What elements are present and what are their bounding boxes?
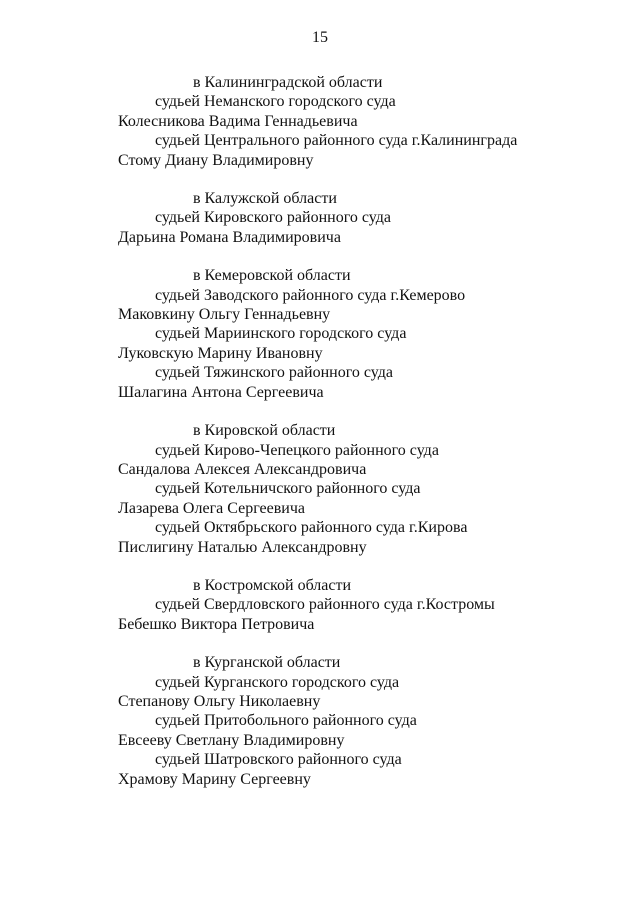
region-title: в Калининградской области — [193, 74, 383, 91]
court-name: судьей Кировского районного суда — [155, 209, 391, 227]
person-name: Евсееву Светлану Владимировну — [118, 731, 345, 749]
person-name: Храмову Марину Сергеевну — [118, 770, 311, 788]
court-name: судьей Тяжинского районного суда — [155, 364, 393, 382]
person-name: Стому Диану Владимировну — [118, 151, 314, 169]
court-name: судьей Неманского городского суда — [155, 93, 396, 111]
court-name: судьей Свердловского районного суда г.Костромы — [155, 596, 495, 614]
person-name: Дарьина Романа Владимировича — [118, 228, 341, 246]
person-name: Шалагина Антона Сергеевича — [118, 383, 324, 401]
court-name: судьей Заводского районного суда г.Кемерово — [155, 286, 466, 304]
region-kurgan — [118, 653, 618, 789]
region-title: в Курганской области — [193, 654, 341, 672]
person-name: Пислигину Наталью Александровну — [118, 538, 367, 556]
court-name: судьей Котельничского районного суда — [155, 480, 421, 498]
court-name: судьей Курганского городского суда — [155, 673, 400, 691]
person-name: Бебешко Виктора Петровича — [118, 615, 315, 633]
region-kaliningrad — [118, 73, 618, 170]
person-name: Степанову Ольгу Николаевну — [118, 692, 321, 710]
region-title: в Калужской области — [193, 190, 337, 208]
court-name: судьей Мариинского городского суда — [155, 325, 407, 343]
region-title: в Кемеровской области — [193, 267, 351, 285]
appointments-list — [118, 73, 618, 808]
person-name: Сандалова Алексея Александровича — [118, 460, 367, 478]
court-name: судьей Кирово-Чепецкого районного суда — [155, 441, 439, 459]
region-kostroma — [118, 576, 618, 634]
region-kaluga — [118, 189, 618, 247]
region-kirov — [118, 421, 618, 557]
page-number: 15 — [312, 29, 328, 46]
person-name: Маковкину Ольгу Геннадьевну — [118, 306, 331, 324]
region-title: в Костромской области — [193, 576, 352, 594]
region-kemerovo — [118, 266, 618, 402]
person-name: Колесникова Вадима Геннадьевича — [118, 112, 358, 130]
court-name: судьей Притобольного районного суда — [155, 712, 417, 730]
court-name: судьей Шатровского районного суда — [155, 751, 402, 769]
person-name: Лазарева Олега Сергеевича — [118, 499, 306, 517]
person-name: Луковскую Марину Ивановну — [118, 344, 323, 362]
court-name: судьей Центрального районного суда г.Калининграда — [155, 132, 518, 150]
court-name: судьей Октябрьского районного суда г.Кирова — [155, 519, 468, 537]
region-title: в Кировской области — [193, 422, 336, 440]
